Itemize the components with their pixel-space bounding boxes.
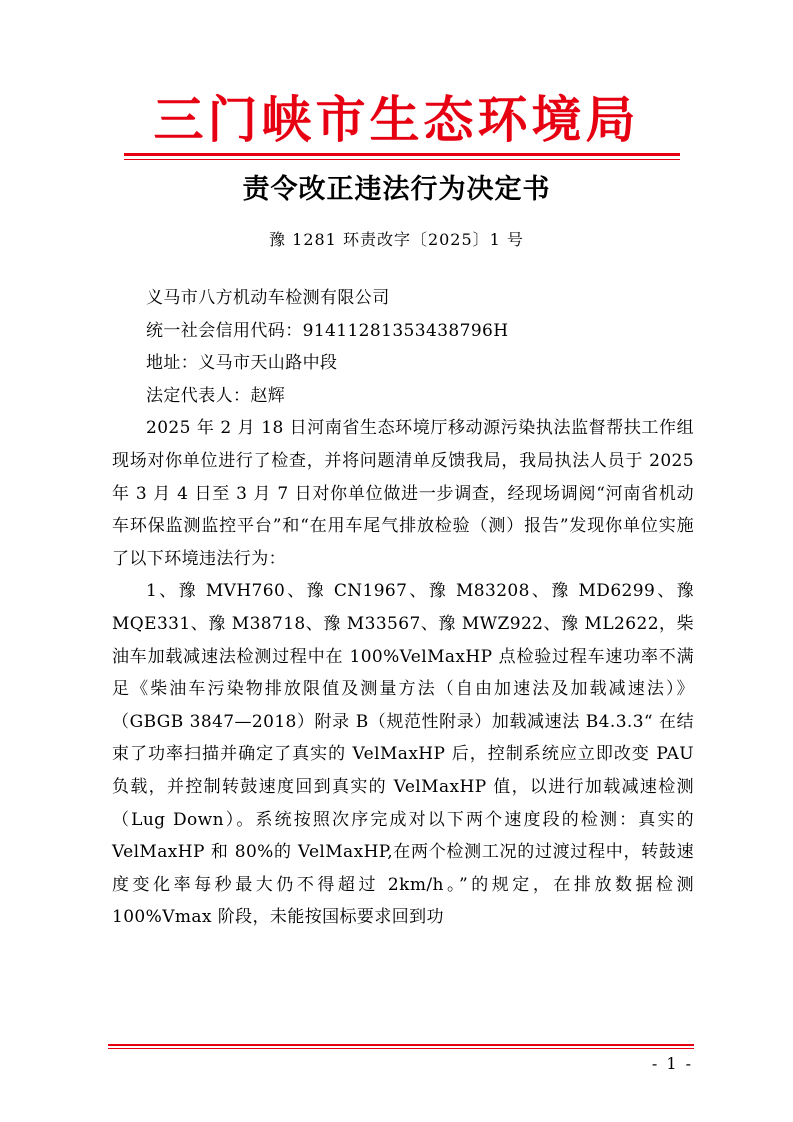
agency-masthead: 三门峡市生态环境局: [153, 90, 640, 149]
recipient-legal-representative: 法定代表人：赵辉: [146, 385, 286, 406]
document-title: 责令改正违法行为决定书: [242, 174, 551, 205]
recipient-address: 地址：义马市天山路中段: [146, 353, 338, 374]
masthead-rule-thin: [124, 159, 680, 160]
recipient-credit-code: 统一社会信用代码：91411281353438796H: [146, 320, 509, 341]
body-paragraph-violation-1: 1、豫 MVH760、豫 CN1967、豫 M83208、豫 MD6299、豫 MQE331、豫 M38718、豫 M33567、豫 MWZ922、豫 ML2622，柴油车加载减速法检测过程中在 100%VelMaxHP 点检验过程车速功率不满足《柴油车污染物排放限值及测量方法（自由加速法及加载减速法）》（GBGB 3847—2018）附录 B（规范性附录）加载减速法 B4.3.3“ 在结束了功率扫描并确定了真实的 VelMaxHP 后，控制系统应立即改变 PAU 负载，并控制转鼓速度回到真实的 VelMaxHP 值，以进行加载减速检测（Lug Down）。系统按照次序完成对以下两个速度段的检测：真实的 VelMaxHP 和 80%的 VelMaxHP,在两个检测工况的过渡过程中，转鼓速度变化率每秒最大仍不得超过 2km/h。”的规定，在排放数据检测 100%Vmax 阶段，未能按国标要求回到功: [112, 581, 694, 928]
document-number: 豫 1281 环责改字〔2025〕1 号: [269, 230, 524, 249]
page-number: - 1 -: [651, 1054, 693, 1073]
masthead-rule-thick: [124, 153, 680, 156]
body-paragraph-investigation: 2025 年 2 月 18 日河南省生态环境厅移动源污染执法监督帮扶工作组现场对你单位进行了检查，并将问题清单反馈我局，我局执法人员于 2025 年 3 月 4 日至 3 月 7 日对你单位做进一步调查，经现场调阅“河南省机动车环保监测监控平台”和“在用车尾气排放检验（测）报告”发现你单位实施了以下环境违法行为：: [112, 418, 694, 569]
document-body: [112, 282, 694, 934]
footer-rule-thick: [108, 1044, 694, 1046]
footer-rule-thin: [108, 1048, 694, 1049]
recipient-name: 义马市八方机动车检测有限公司: [146, 288, 390, 308]
